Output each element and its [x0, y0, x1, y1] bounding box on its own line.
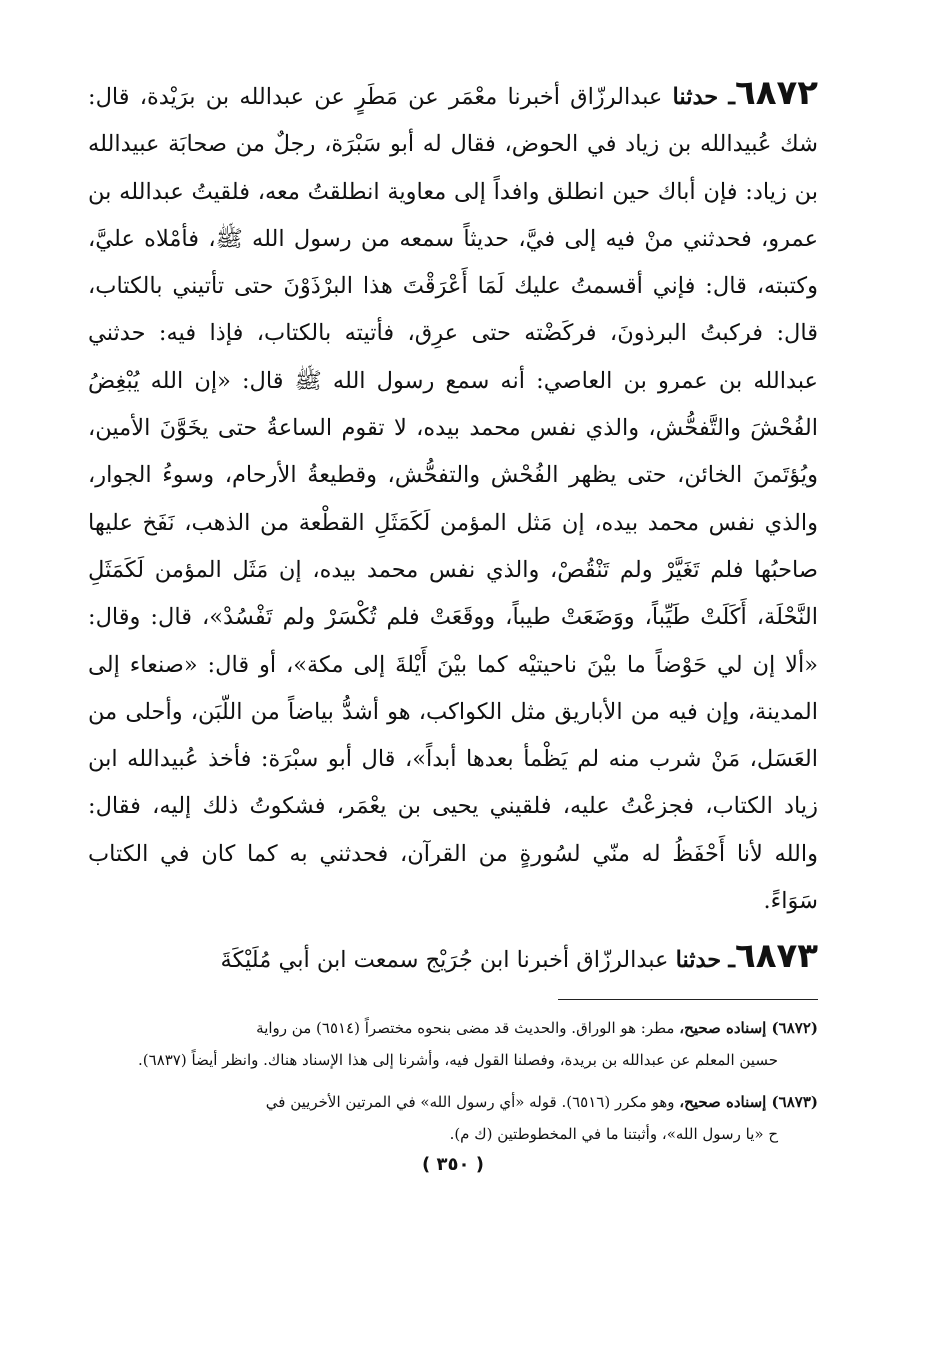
footnote-divider [558, 999, 818, 1000]
footnote-6873 [88, 1086, 818, 1150]
footnote-continuation: ح «يا رسول الله»، وأثبتنا ما في المخطوطتين (ك م). [449, 1124, 778, 1143]
footnote-label: (٦٨٧٢) إسناده صحيح، [679, 1018, 818, 1037]
footnotes [88, 1012, 818, 1150]
hadith-dash: ـ [728, 84, 736, 110]
hadith-6873 [88, 933, 818, 984]
hadith-text: عبدالرزّاق أخبرنا معْمَر عن مَطَرٍ عن عبدالله بن برَيْدة، قال: شك عُبيدالله بن زياد في الحوض، فقال له أبو سَبْرَة، رجلٌ من صحابَة عبيدالله بن زياد: فإن أباك حين انطلق وافداً إلى معاوية انطلقتُ معه، فلقيتُ عبدالله بن عمرو، فحدثني منْ فيه إلى فيَّ، حديثاً سمعه من رسول الله ﷺ، فأمْلاه عليَّ، وكتبته، قال: فإني أقسمتُ عليك لَمَا أَعْرَقْتَ هذا البرْذَوْنَ حتى تأتيني بالكتاب، قال: فركبتُ البرذونَ، فركَضْته حتى عرِق، فأتيته بالكتاب، فإذا فيه: حدثني عبدالله بن عمرو بن العاصي: أنه سمع رسول الله ﷺ قال: «إن الله يُبْغِضُ الفُحْشَ والتَّفحُّش، والذي نفس محمد بيده، لا تقوم الساعةُ حتى يخَوَّنَ الأمين، ويُؤتَمنَ الخائن، حتى يظهر الفُحْش والتفحُّش، وقطيعةُ الأرحام، وسوءُ الجوار، والذي نفس محمد بيده، إن مَثل المؤمن لَكَمَثَلِ القطْعة من الذهب، نَفَخ عليها صاحبُها فلم تَغَيَّرْ ولم تَنْقُصْ، والذي نفس محمد بيده، إن مَثَل المؤمن لَكَمَثَلِ النَّحْلَة، أَكَلَتْ طَيِّباً، ووَضَعَتْ طيباً، ووقَعَتْ فلم تُكْسَرْ ولم تَفْسُدْ»، قال: وقال: «ألا إن لي حَوْضاً ما بيْنَ ناحيتيْه كما بيْنَ أَيْلةَ إلى مكة»، أو قال: «صنعاء إلى المدينة، وإن فيه من الأباريق مثل الكواكب، هو أشدُّ بياضاً من اللّبَن، وأحلى من العَسَل، مَنْ شرب منه لم يَظْمأ بعدها أبداً»، قال أبو سبْرَة: فأخذ عُبيدالله ابن زياد الكتاب، فجزعْتُ عليه، فلقيني يحيى بن يعْمَر، فشكوتُ ذلك إليه، فقال: والله لأنا أَحْفَظُ له منّي لسُورةٍ من القرآن، فحدثني به كما كان في الكتاب سَوَاءً. [88, 84, 818, 915]
hadith-6872 [88, 70, 818, 925]
hadith-number: ٦٨٧٣ [734, 936, 818, 977]
footnote-text: مطر: هو الوراق. والحديث قد مضى بنحوه مختصراً (٦٥١٤) من رواية [256, 1018, 675, 1037]
page-number: ( ٣٥٠ ) [422, 1153, 484, 1175]
footnote-continuation: حسين المعلم عن عبدالله بن بريدة، وفصلنا القول فيه، وأشرنا إلى هذا الإسناد هناك. وانظر أيضاً (٦٨٣٧). [138, 1050, 778, 1069]
footnote-6872 [88, 1012, 818, 1076]
main-text [88, 70, 818, 985]
hadith-opening: حدثنا [672, 84, 719, 110]
hadith-number: ٦٨٧٢ [735, 73, 819, 113]
hadith-opening: حدثنا [675, 947, 722, 974]
hadith-dash: ـ [728, 947, 735, 974]
hadith-text: عبدالرزّاق أخبرنا ابن جُرَيْج سمعت ابن أبي مُلَيْكَةَ [220, 947, 669, 974]
footnote-text: وهو مكرر (٦٥١٦). قوله «أي رسول الله» في المرتين الأخريين في [265, 1092, 675, 1111]
book-page [88, 70, 818, 1175]
footnote-label: (٦٨٧٣) إسناده صحيح، [679, 1092, 818, 1111]
